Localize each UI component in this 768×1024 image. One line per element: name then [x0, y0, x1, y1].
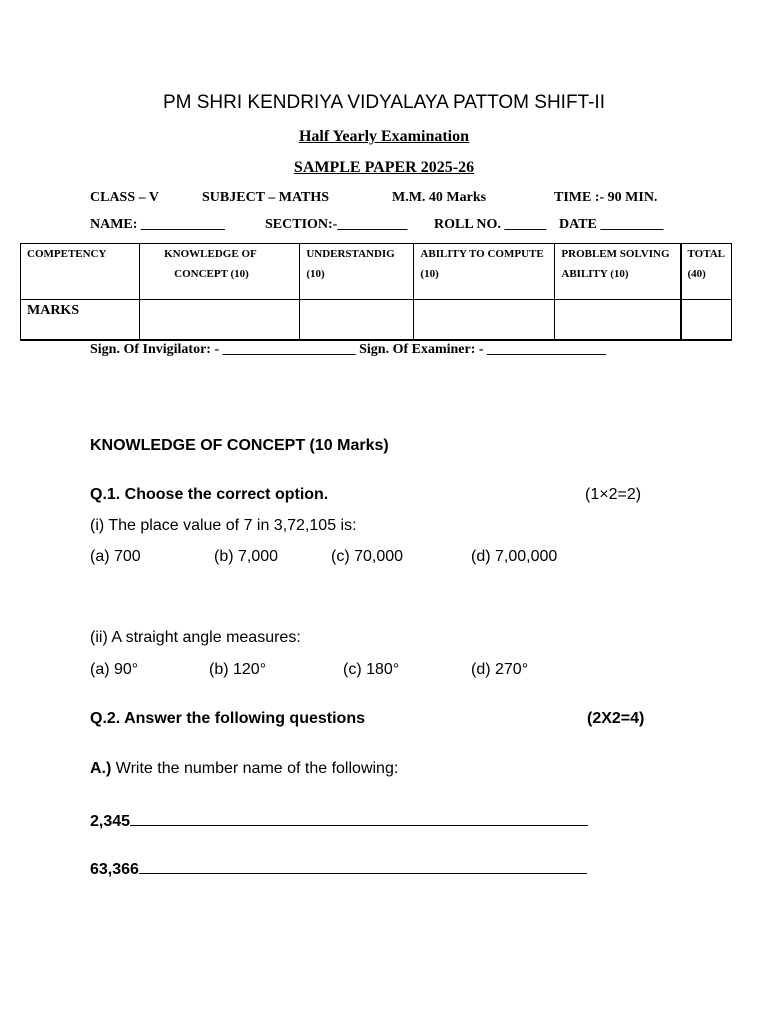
name-field: NAME: ____________ — [90, 217, 225, 232]
subject-label: SUBJECT – MATHS — [202, 190, 330, 205]
q2-a-text: Write the number name of the following: — [111, 760, 399, 777]
q1-ii-option-d[interactable]: (d) 270° — [471, 661, 529, 678]
q2-a-label: A.) — [90, 760, 112, 777]
q1-i-option-d[interactable]: (d) 7,00,000 — [471, 548, 558, 565]
answer-line-1 — [90, 810, 588, 831]
q1-marks: (1×2=2) — [585, 486, 642, 503]
header-knowledge — [140, 244, 300, 300]
signature-line: Sign. Of Invigilator: - ___________________ Sign. Of Examiner: - _________________ — [90, 342, 607, 357]
q1-ii-option-c[interactable]: (c) 180° — [343, 661, 400, 678]
header-line: KNOWLEDGE OF — [164, 248, 257, 260]
header-line: (10) — [420, 268, 439, 280]
header-line: (10) — [306, 268, 325, 280]
table-marks-row — [21, 300, 732, 341]
section-field: SECTION:-__________ — [265, 217, 408, 232]
header-compute — [414, 244, 555, 300]
roll-field: ROLL NO. ______ — [434, 217, 547, 232]
number-item: 2,345 — [90, 813, 131, 830]
header-line: TOTAL — [687, 248, 725, 260]
marks-cell-understanding[interactable] — [300, 300, 414, 341]
q1-i-option-b[interactable]: (b) 7,000 — [214, 548, 279, 565]
header-line: ABILITY (10) — [561, 268, 629, 280]
q1-i-question: (i) The place value of 7 in 3,72,105 is: — [90, 517, 357, 534]
q1-i-option-c[interactable]: (c) 70,000 — [331, 548, 404, 565]
header-line: PROBLEM SOLVING — [561, 248, 670, 260]
marks-label: MARKS — [21, 300, 140, 341]
class-label: CLASS – V — [90, 190, 159, 205]
q1-ii-option-a[interactable]: (a) 90° — [90, 661, 139, 678]
school-name: PM SHRI KENDRIYA VIDYALAYA PATTOM SHIFT-II — [162, 92, 605, 113]
marks-cell-problem-solving[interactable] — [555, 300, 681, 341]
number-item: 63,366 — [90, 861, 139, 878]
date-field: DATE _________ — [559, 217, 664, 232]
paper-title: SAMPLE PAPER 2025-26 — [293, 159, 475, 176]
header-line: ABILITY TO COMPUTE — [420, 248, 544, 260]
q2-marks: (2X2=4) — [587, 710, 645, 727]
competency-table — [20, 243, 732, 341]
section-title: KNOWLEDGE OF CONCEPT (10 Marks) — [90, 437, 389, 454]
header-line: UNDERSTANDIG — [306, 248, 395, 260]
exam-title: Half Yearly Examination — [298, 128, 470, 145]
q1-ii-question: (ii) A straight angle measures: — [90, 629, 301, 646]
q2-a-instruction — [90, 760, 398, 778]
header-line: COMPETENCY — [27, 248, 107, 260]
marks-cell-total[interactable] — [681, 300, 732, 341]
header-problem-solving — [555, 244, 681, 300]
header-line: CONCEPT (10) — [174, 268, 249, 280]
header-line: (40) — [687, 268, 706, 280]
answer-blank[interactable] — [130, 810, 588, 826]
q1-i-option-a[interactable]: (a) 700 — [90, 548, 141, 565]
time-label: TIME :- 90 MIN. — [554, 190, 658, 205]
q1-label: Q.1. Choose the correct option. — [90, 486, 329, 503]
answer-line-2 — [90, 858, 587, 879]
max-marks-label: M.M. 40 Marks — [392, 190, 487, 205]
marks-cell-knowledge[interactable] — [140, 300, 300, 341]
table-header-row — [21, 244, 732, 300]
answer-blank[interactable] — [139, 858, 587, 874]
header-competency — [21, 244, 140, 300]
q1-ii-option-b[interactable]: (b) 120° — [209, 661, 267, 678]
header-understanding — [300, 244, 414, 300]
header-total — [681, 244, 732, 300]
marks-cell-compute[interactable] — [414, 300, 555, 341]
q2-label: Q.2. Answer the following questions — [90, 710, 365, 727]
